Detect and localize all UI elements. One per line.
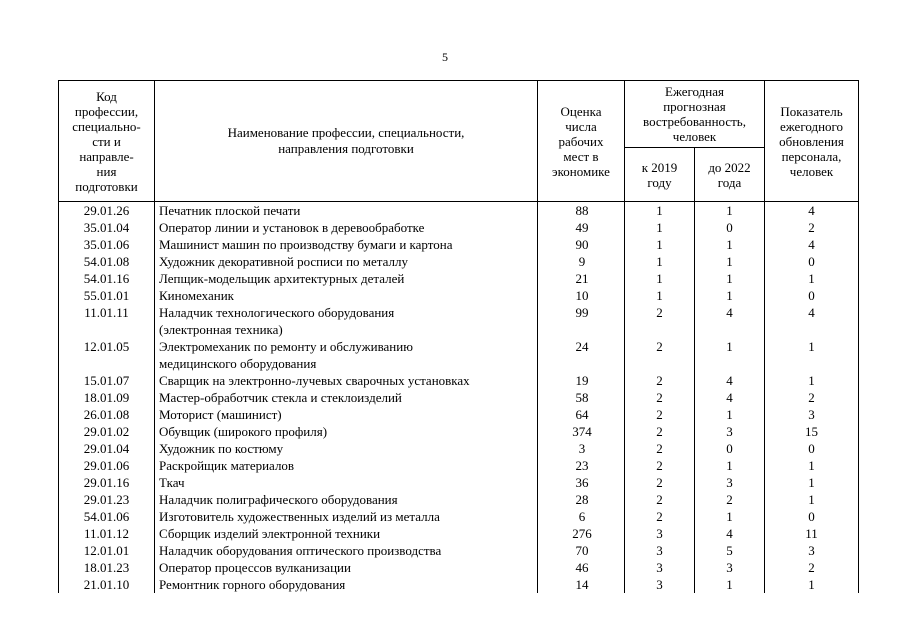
cell-demand-2022: 4 bbox=[695, 525, 765, 542]
name-line: Художник декоративной росписи по металлу bbox=[159, 254, 408, 269]
cell-estimate: 3 bbox=[538, 440, 625, 457]
cell-estimate: 49 bbox=[538, 219, 625, 236]
table-row bbox=[59, 474, 859, 491]
cell-name bbox=[155, 406, 538, 423]
cell-demand-2019: 3 bbox=[625, 525, 695, 542]
header-estimate bbox=[538, 81, 625, 202]
cell-renewal: 1 bbox=[765, 270, 859, 287]
cell-renewal: 3 bbox=[765, 406, 859, 423]
table-row bbox=[59, 287, 859, 304]
table-row bbox=[59, 525, 859, 542]
header-line: Показатель bbox=[780, 103, 843, 119]
cell-code: 54.01.16 bbox=[59, 270, 155, 287]
cell-demand-2022: 1 bbox=[695, 406, 765, 423]
header-line: году bbox=[647, 174, 672, 190]
table-row bbox=[59, 457, 859, 474]
header-line: мест в bbox=[563, 148, 599, 164]
header-line: человек bbox=[672, 129, 717, 144]
cell-demand-2022: 1 bbox=[695, 457, 765, 474]
header-line: Наименование профессии, специальности, bbox=[227, 125, 465, 140]
cell-code: 11.01.12 bbox=[59, 525, 155, 542]
cell-estimate: 9 bbox=[538, 253, 625, 270]
header-line: направле- bbox=[79, 148, 134, 164]
cell-demand-2022: 3 bbox=[695, 559, 765, 576]
cell-demand-2019: 2 bbox=[625, 389, 695, 406]
cell-code: 54.01.06 bbox=[59, 508, 155, 525]
cell-name bbox=[155, 389, 538, 406]
cell-code: 29.01.06 bbox=[59, 457, 155, 474]
cell-demand-2019: 2 bbox=[625, 372, 695, 389]
name-line: медицинского оборудования bbox=[159, 356, 317, 371]
cell-name bbox=[155, 202, 538, 220]
cell-estimate: 88 bbox=[538, 202, 625, 220]
header-line: Ежегодная bbox=[665, 84, 724, 99]
cell-demand-2022: 5 bbox=[695, 542, 765, 559]
cell-estimate: 374 bbox=[538, 423, 625, 440]
header-line: года bbox=[717, 174, 742, 190]
cell-estimate: 36 bbox=[538, 474, 625, 491]
header-line: персонала, bbox=[781, 148, 842, 164]
name-line: Моторист (машинист) bbox=[159, 407, 282, 422]
cell-demand-2019: 2 bbox=[625, 304, 695, 338]
professions-table bbox=[58, 80, 859, 593]
cell-name bbox=[155, 304, 538, 338]
header-line: востребованность, bbox=[643, 114, 746, 129]
cell-code: 26.01.08 bbox=[59, 406, 155, 423]
table-row bbox=[59, 202, 859, 220]
table-row bbox=[59, 423, 859, 440]
cell-code: 35.01.04 bbox=[59, 219, 155, 236]
cell-estimate: 23 bbox=[538, 457, 625, 474]
cell-demand-2022: 1 bbox=[695, 253, 765, 270]
cell-name bbox=[155, 474, 538, 491]
cell-estimate: 90 bbox=[538, 236, 625, 253]
name-line: Оператор процессов вулканизации bbox=[159, 560, 351, 575]
cell-demand-2022: 1 bbox=[695, 576, 765, 593]
cell-estimate: 6 bbox=[538, 508, 625, 525]
cell-renewal: 0 bbox=[765, 287, 859, 304]
table-row bbox=[59, 304, 859, 338]
name-line: (электронная техника) bbox=[159, 322, 283, 337]
cell-code: 35.01.06 bbox=[59, 236, 155, 253]
cell-demand-2022: 4 bbox=[695, 389, 765, 406]
header-line: сти и bbox=[92, 133, 121, 149]
name-line: Наладчик оборудования оптического производства bbox=[159, 543, 442, 558]
cell-code: 29.01.26 bbox=[59, 202, 155, 220]
cell-renewal: 11 bbox=[765, 525, 859, 542]
cell-demand-2019: 1 bbox=[625, 253, 695, 270]
cell-code: 55.01.01 bbox=[59, 287, 155, 304]
name-line: Мастер-обработчик стекла и стеклоизделий bbox=[159, 390, 402, 405]
cell-estimate: 19 bbox=[538, 372, 625, 389]
table-row bbox=[59, 270, 859, 287]
cell-estimate: 14 bbox=[538, 576, 625, 593]
name-line: Ремонтник горного оборудования bbox=[159, 577, 346, 592]
cell-renewal: 4 bbox=[765, 304, 859, 338]
table-row bbox=[59, 372, 859, 389]
cell-renewal: 1 bbox=[765, 338, 859, 372]
cell-demand-2019: 2 bbox=[625, 474, 695, 491]
header-line: к 2019 bbox=[641, 159, 678, 175]
cell-renewal: 3 bbox=[765, 542, 859, 559]
cell-renewal: 15 bbox=[765, 423, 859, 440]
cell-estimate: 24 bbox=[538, 338, 625, 372]
cell-demand-2019: 3 bbox=[625, 542, 695, 559]
cell-name bbox=[155, 423, 538, 440]
cell-name bbox=[155, 236, 538, 253]
cell-demand-2022: 1 bbox=[695, 338, 765, 372]
header-line: Оценка bbox=[560, 103, 602, 119]
name-line: Лепщик-модельщик архитектурных деталей bbox=[159, 271, 405, 286]
cell-renewal: 4 bbox=[765, 202, 859, 220]
name-line: Оператор линии и установок в деревообработке bbox=[159, 220, 425, 235]
cell-demand-2019: 2 bbox=[625, 508, 695, 525]
cell-demand-2019: 2 bbox=[625, 440, 695, 457]
cell-name bbox=[155, 287, 538, 304]
cell-demand-2019: 1 bbox=[625, 219, 695, 236]
header-demand-2019 bbox=[625, 148, 695, 202]
table-row bbox=[59, 219, 859, 236]
cell-name bbox=[155, 338, 538, 372]
cell-code: 29.01.16 bbox=[59, 474, 155, 491]
cell-demand-2022: 1 bbox=[695, 202, 765, 220]
cell-demand-2019: 1 bbox=[625, 270, 695, 287]
name-line: Наладчик технологического оборудования bbox=[159, 305, 395, 320]
header-demand-2022 bbox=[695, 148, 765, 202]
cell-estimate: 10 bbox=[538, 287, 625, 304]
cell-demand-2019: 2 bbox=[625, 491, 695, 508]
cell-demand-2019: 2 bbox=[625, 457, 695, 474]
header-line: человек bbox=[789, 163, 834, 179]
header-line: специально- bbox=[72, 118, 141, 134]
cell-code: 11.01.11 bbox=[59, 304, 155, 338]
cell-estimate: 276 bbox=[538, 525, 625, 542]
cell-renewal: 0 bbox=[765, 440, 859, 457]
table-row bbox=[59, 576, 859, 593]
header-line: до 2022 bbox=[708, 159, 751, 175]
header-renewal bbox=[765, 81, 859, 202]
header-line: экономике bbox=[552, 163, 610, 179]
cell-renewal: 2 bbox=[765, 559, 859, 576]
table-row bbox=[59, 338, 859, 372]
cell-demand-2022: 1 bbox=[695, 508, 765, 525]
cell-name bbox=[155, 542, 538, 559]
cell-demand-2022: 4 bbox=[695, 304, 765, 338]
table-row bbox=[59, 508, 859, 525]
cell-estimate: 21 bbox=[538, 270, 625, 287]
cell-demand-2022: 0 bbox=[695, 440, 765, 457]
table-body bbox=[59, 202, 859, 594]
table-row bbox=[59, 236, 859, 253]
cell-renewal: 1 bbox=[765, 457, 859, 474]
cell-estimate: 46 bbox=[538, 559, 625, 576]
cell-demand-2019: 1 bbox=[625, 236, 695, 253]
header-line: ния bbox=[96, 163, 117, 179]
cell-demand-2022: 3 bbox=[695, 474, 765, 491]
name-line: Машинист машин по производству бумаги и картона bbox=[159, 237, 453, 252]
table-row bbox=[59, 491, 859, 508]
cell-name bbox=[155, 270, 538, 287]
cell-demand-2022: 1 bbox=[695, 270, 765, 287]
cell-demand-2022: 2 bbox=[695, 491, 765, 508]
header-line: подготовки bbox=[75, 178, 138, 194]
header-annual-demand bbox=[625, 81, 765, 148]
header-name bbox=[155, 81, 538, 202]
cell-renewal: 1 bbox=[765, 576, 859, 593]
name-line: Ткач bbox=[159, 475, 185, 490]
cell-demand-2019: 2 bbox=[625, 423, 695, 440]
cell-code: 18.01.09 bbox=[59, 389, 155, 406]
cell-code: 15.01.07 bbox=[59, 372, 155, 389]
cell-name bbox=[155, 372, 538, 389]
cell-demand-2022: 0 bbox=[695, 219, 765, 236]
cell-demand-2019: 2 bbox=[625, 338, 695, 372]
cell-demand-2022: 4 bbox=[695, 372, 765, 389]
header-line: Код bbox=[96, 88, 117, 104]
cell-renewal: 0 bbox=[765, 508, 859, 525]
cell-estimate: 99 bbox=[538, 304, 625, 338]
cell-demand-2022: 1 bbox=[695, 236, 765, 253]
cell-estimate: 58 bbox=[538, 389, 625, 406]
cell-renewal: 0 bbox=[765, 253, 859, 270]
name-line: Электромеханик по ремонту и обслуживанию bbox=[159, 339, 413, 354]
cell-code: 29.01.23 bbox=[59, 491, 155, 508]
cell-renewal: 1 bbox=[765, 372, 859, 389]
cell-renewal: 2 bbox=[765, 219, 859, 236]
header-line: числа bbox=[565, 118, 597, 134]
cell-demand-2019: 3 bbox=[625, 576, 695, 593]
table-row bbox=[59, 559, 859, 576]
cell-estimate: 64 bbox=[538, 406, 625, 423]
cell-name bbox=[155, 508, 538, 525]
header-line: ежегодного bbox=[779, 118, 844, 134]
table-row bbox=[59, 253, 859, 270]
name-line: Обувщик (широкого профиля) bbox=[159, 424, 328, 439]
cell-code: 54.01.08 bbox=[59, 253, 155, 270]
header-code bbox=[59, 81, 155, 202]
name-line: Печатник плоской печати bbox=[159, 203, 301, 218]
cell-demand-2019: 1 bbox=[625, 287, 695, 304]
header-line: профессии, bbox=[74, 103, 139, 119]
cell-name bbox=[155, 253, 538, 270]
cell-code: 29.01.04 bbox=[59, 440, 155, 457]
name-line: Сварщик на электронно-лучевых сварочных установках bbox=[159, 373, 470, 388]
header-line: прогнозная bbox=[663, 99, 726, 114]
cell-demand-2019: 3 bbox=[625, 559, 695, 576]
cell-name bbox=[155, 457, 538, 474]
cell-code: 12.01.01 bbox=[59, 542, 155, 559]
header-line: рабочих bbox=[558, 133, 604, 149]
header-line: направления подготовки bbox=[278, 141, 414, 156]
cell-code: 12.01.05 bbox=[59, 338, 155, 372]
cell-name bbox=[155, 525, 538, 542]
cell-renewal: 2 bbox=[765, 389, 859, 406]
cell-renewal: 1 bbox=[765, 474, 859, 491]
cell-name bbox=[155, 576, 538, 593]
cell-demand-2022: 3 bbox=[695, 423, 765, 440]
name-line: Наладчик полиграфического оборудования bbox=[159, 492, 398, 507]
header-line: обновления bbox=[779, 133, 844, 149]
cell-name bbox=[155, 559, 538, 576]
cell-estimate: 28 bbox=[538, 491, 625, 508]
page-number: 5 bbox=[442, 50, 448, 64]
cell-code: 21.01.10 bbox=[59, 576, 155, 593]
cell-renewal: 1 bbox=[765, 491, 859, 508]
name-line: Художник по костюму bbox=[159, 441, 284, 456]
table-row bbox=[59, 542, 859, 559]
cell-name bbox=[155, 219, 538, 236]
name-line: Сборщик изделий электронной техники bbox=[159, 526, 381, 541]
name-line: Киномеханик bbox=[159, 288, 234, 303]
cell-demand-2022: 1 bbox=[695, 287, 765, 304]
cell-renewal: 4 bbox=[765, 236, 859, 253]
cell-name bbox=[155, 440, 538, 457]
name-line: Раскройщик материалов bbox=[159, 458, 295, 473]
cell-demand-2019: 1 bbox=[625, 202, 695, 220]
name-line: Изготовитель художественных изделий из металла bbox=[159, 509, 440, 524]
table-row bbox=[59, 406, 859, 423]
table-row bbox=[59, 389, 859, 406]
cell-demand-2019: 2 bbox=[625, 406, 695, 423]
cell-code: 29.01.02 bbox=[59, 423, 155, 440]
cell-name bbox=[155, 491, 538, 508]
cell-code: 18.01.23 bbox=[59, 559, 155, 576]
table-row bbox=[59, 440, 859, 457]
cell-estimate: 70 bbox=[538, 542, 625, 559]
